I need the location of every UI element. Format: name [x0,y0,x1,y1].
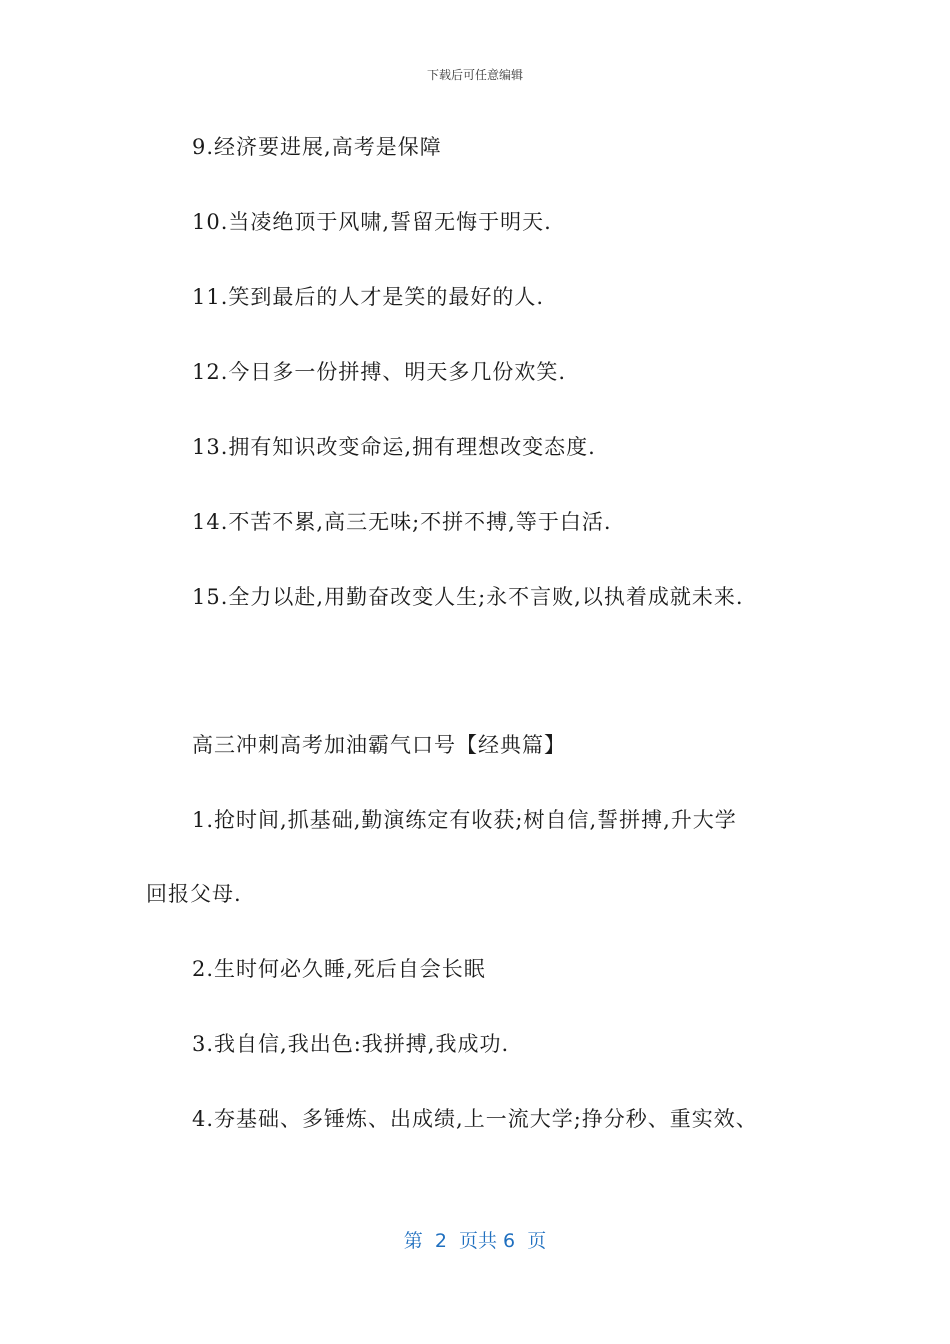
slogan-line-15: 15.全力以赴,用勤奋改变人生;永不言败,以执着成就未来. [192,585,744,609]
section-heading: 高三冲刺高考加油霸气口号【经典篇】 [192,733,566,757]
slogan-line-10: 10.当凌绝顶于风啸,誓留无悔于明天. [192,210,552,234]
page-header: 下载后可任意编辑 [426,68,523,82]
slogan-line-13: 13.拥有知识改变命运,拥有理想改变态度. [192,435,596,459]
slogan-line-14: 14.不苦不累,高三无味;不拼不搏,等于白活. [192,510,612,534]
slogan-line-2: 2.生时何必久睡,死后自会长眠 [192,957,486,981]
slogan-line-1: 1.抢时间,抓基础,勤演练定有收获;树自信,誓拼搏,升大学 [192,808,737,832]
slogan-line-12: 12.今日多一份拼搏、明天多几份欢笑. [192,360,567,384]
slogan-line-3: 3.我自信,我出色:我拼搏,我成功. [192,1032,510,1056]
page-number-footer: 第 2 页共 6 页 [403,1230,547,1252]
slogan-line-1-continued: 回报父母. [146,882,242,906]
slogan-line-4: 4.夯基础、多锤炼、出成绩,上一流大学;挣分秒、重实效、 [192,1107,758,1131]
slogan-line-11: 11.笑到最后的人才是笑的最好的人. [192,285,545,309]
slogan-line-9: 9.经济要进展,高考是保障 [192,135,442,159]
